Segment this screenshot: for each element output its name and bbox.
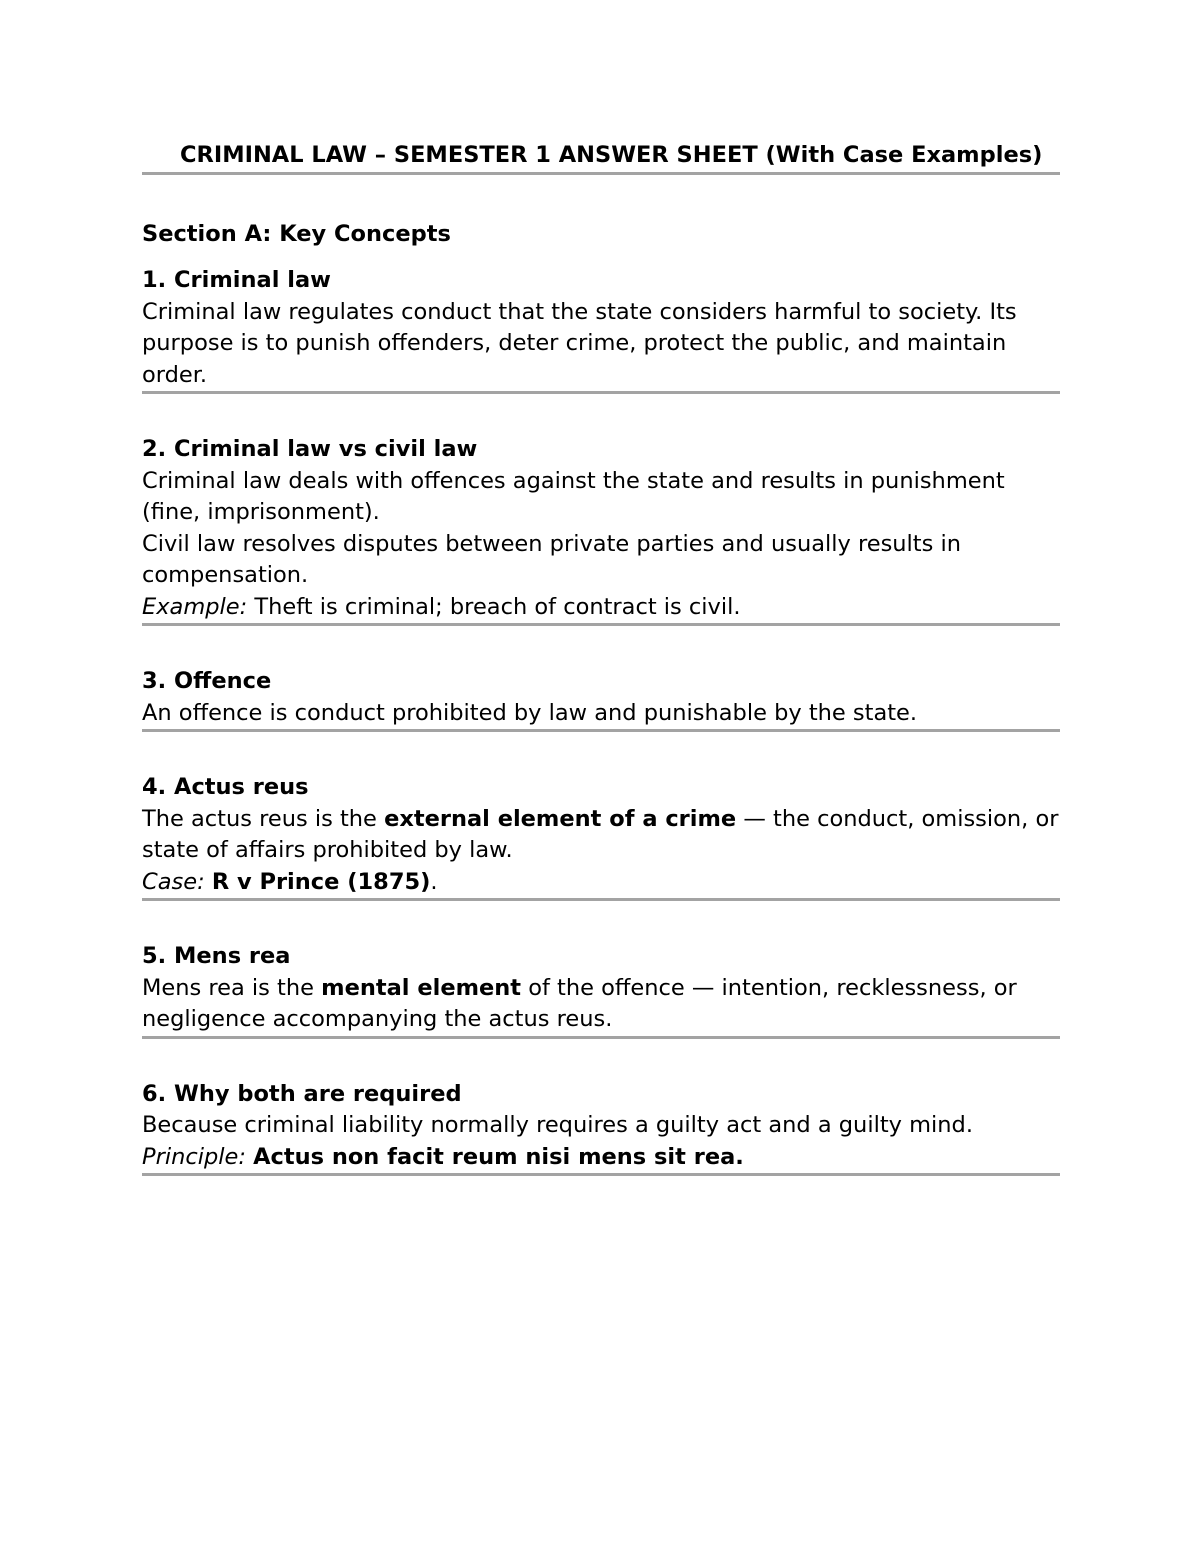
item-heading: 6. Why both are required xyxy=(142,1080,462,1107)
concept-item-actus-reus xyxy=(142,772,1060,898)
case-name: R v Prince (1875) xyxy=(211,868,431,895)
text-segment: The actus reus is the xyxy=(142,805,385,832)
text-segment: of the offence — intention, recklessness, or negligence accompanying the actus reus. xyxy=(142,974,1017,1032)
item-text: Criminal law deals with offences against the state and results in punishment (fine, imprisonment). xyxy=(142,467,1005,525)
principle-text: Actus non facit reum nisi mens sit rea. xyxy=(253,1143,744,1170)
example-text: Theft is criminal; breach of contract is civil. xyxy=(247,593,741,620)
principle-label: Principle: xyxy=(142,1143,246,1170)
item-text: Because criminal liability normally requires a guilty act and a guilty mind. xyxy=(142,1112,973,1138)
concept-item-both-required xyxy=(142,1079,1060,1174)
item-divider xyxy=(142,1173,1060,1176)
item-text: Civil law resolves disputes between private parties and usually results in compensation. xyxy=(142,530,962,588)
concept-item-criminal-law xyxy=(142,265,1060,391)
item-case xyxy=(142,867,1060,899)
text-segment: Mens rea is the xyxy=(142,974,322,1001)
document-title: CRIMINAL LAW – SEMESTER 1 ANSWER SHEET (With Case Examples) xyxy=(180,142,1043,168)
item-divider xyxy=(142,1036,1060,1039)
example-label: Example: xyxy=(142,593,248,620)
item-divider xyxy=(142,623,1060,626)
item-divider xyxy=(142,391,1060,394)
item-divider xyxy=(142,729,1060,732)
case-label: Case: xyxy=(142,868,205,895)
section-a-heading: Section A: Key Concepts xyxy=(142,220,451,247)
item-heading: 5. Mens rea xyxy=(142,943,291,969)
item-heading: 2. Criminal law vs civil law xyxy=(142,436,478,462)
concept-item-criminal-vs-civil xyxy=(142,434,1060,623)
item-heading: 1. Criminal law xyxy=(142,267,331,293)
item-text: Criminal law regulates conduct that the state considers harmful to society. Its purpose is to punish offenders, deter crime, protect the public, and maintain order. xyxy=(142,298,1017,388)
item-text: An offence is conduct prohibited by law and punishable by the state. xyxy=(142,699,918,726)
item-divider xyxy=(142,898,1060,901)
item-text xyxy=(142,804,1060,867)
item-principle xyxy=(142,1142,1060,1174)
text-emphasis: mental element xyxy=(321,974,522,1001)
text-emphasis: external element of a crime xyxy=(384,805,737,832)
item-example xyxy=(142,592,1060,624)
item-heading: 4. Actus reus xyxy=(142,774,309,800)
item-heading: 3. Offence xyxy=(142,668,272,694)
item-text xyxy=(142,973,1060,1036)
title-divider xyxy=(142,172,1060,175)
document-content xyxy=(142,140,1060,1176)
concept-item-offence xyxy=(142,666,1060,729)
concept-item-mens-rea xyxy=(142,941,1060,1036)
case-end: . xyxy=(430,868,438,895)
text-segment: — the conduct, omission, or state of affairs prohibited by law. xyxy=(142,805,1059,863)
